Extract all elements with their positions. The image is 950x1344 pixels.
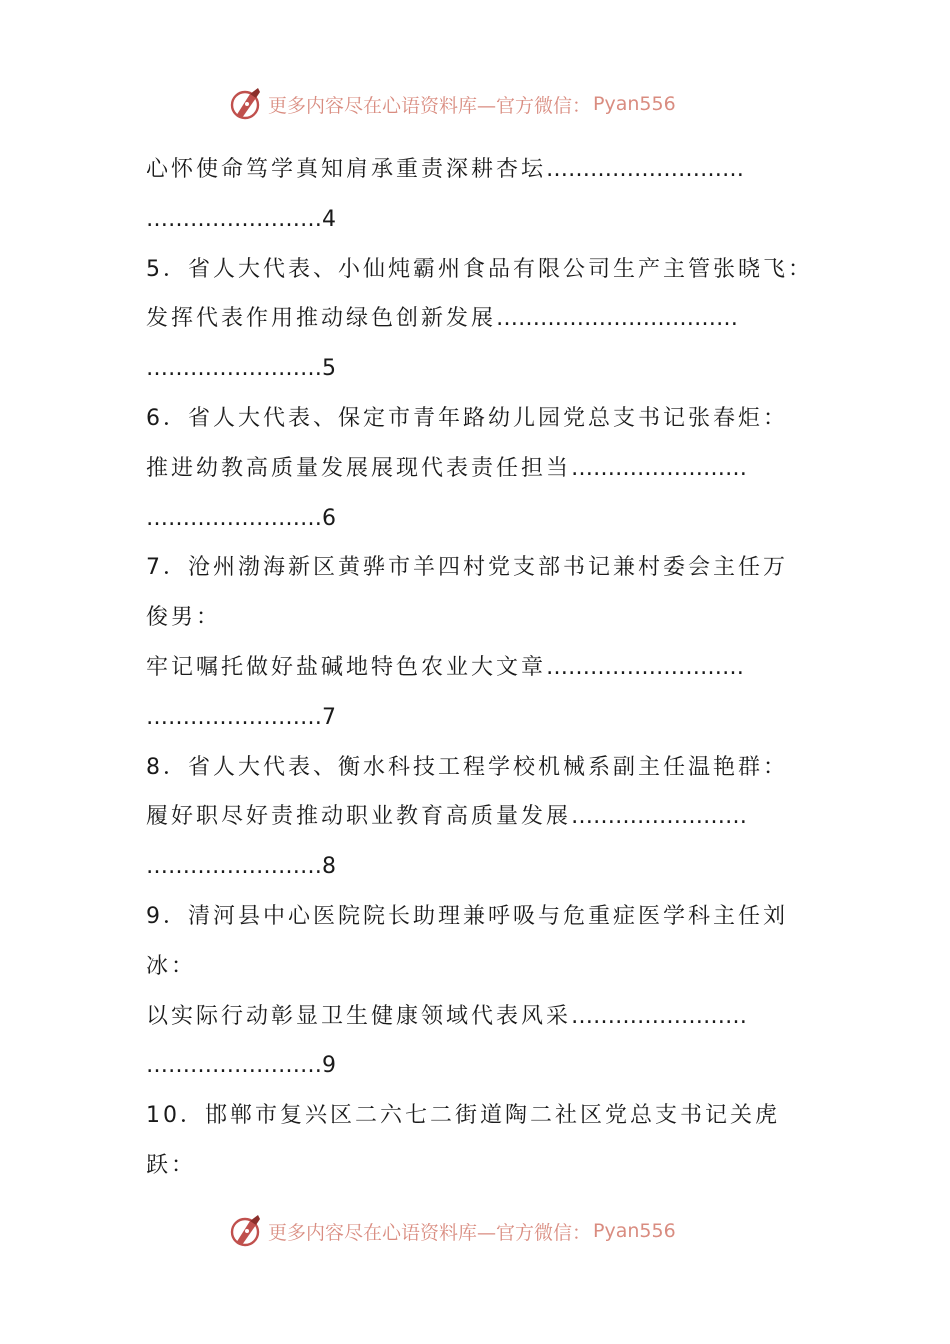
footer-watermark — [228, 1211, 676, 1251]
toc-page-number: 8 — [322, 854, 336, 880]
toc-entry-text: 9．清河县中心医院院长助理兼呼吸与危重症医学科主任刘 — [146, 903, 788, 929]
toc-leader-dots: ……………………… — [546, 157, 745, 182]
toc-line — [146, 195, 826, 245]
table-of-contents — [146, 145, 826, 1191]
toc-entry-text: 跃： — [146, 1152, 197, 1178]
toc-entry-text: 发挥代表作用推动绿色创新发展 — [146, 306, 497, 332]
toc-line — [146, 344, 826, 394]
toc-leader-dots: …………………… — [571, 1003, 748, 1029]
toc-entry-text: 俊男： — [146, 605, 222, 631]
toc-entry-text: 8．省人大代表、衡水科技工程学校机械系副主任温艳群： — [146, 754, 788, 780]
toc-leader-dots: …………………… — [146, 505, 322, 531]
toc-leader-dots: …………………… — [146, 854, 322, 880]
toc-line — [146, 693, 826, 743]
toc-page-number: 7 — [322, 704, 336, 730]
toc-page-number: 6 — [322, 505, 336, 531]
toc-leader-dots: …………………… — [571, 804, 748, 830]
toc-line — [146, 494, 826, 544]
toc-entry-text: 10．邯郸市复兴区二六七二街道陶二社区党总支书记关虎 — [146, 1103, 780, 1129]
toc-leader-dots: ……………………… — [546, 654, 745, 680]
toc-entry-text: 以实际行动彰显卫生健康领域代表风采 — [146, 1003, 572, 1029]
watermark-text: 更多内容尽在心语资料库—官方微信： — [268, 1221, 592, 1244]
watermark-handle: Pyan556 — [593, 93, 676, 115]
pen-nib-circle-icon — [228, 1213, 264, 1249]
toc-line — [146, 942, 826, 992]
watermark-handle: Pyan556 — [593, 1220, 676, 1242]
toc-entry-text: 7．沧州渤海新区黄骅市羊四村党支部书记兼村委会主任万 — [146, 555, 788, 581]
toc-line — [146, 245, 826, 295]
toc-leader-dots: …………………… — [146, 1053, 322, 1079]
toc-page-number: 5 — [322, 356, 336, 382]
toc-line — [146, 1091, 826, 1141]
toc-line — [146, 992, 826, 1042]
toc-line — [146, 145, 826, 195]
toc-leader-dots: …………………… — [146, 704, 322, 730]
toc-line — [146, 842, 826, 892]
watermark-text: 更多内容尽在心语资料库—官方微信： — [268, 94, 592, 117]
toc-entry-text: 冰： — [146, 953, 197, 979]
toc-line — [146, 792, 826, 842]
toc-page-number: 4 — [322, 206, 336, 232]
pen-nib-circle-icon — [228, 86, 264, 122]
toc-line — [146, 1141, 826, 1191]
toc-line — [146, 444, 826, 494]
toc-leader-dots: …………………… — [146, 356, 322, 382]
toc-leader-dots: …………………… — [146, 206, 322, 232]
toc-line — [146, 543, 826, 593]
toc-entry-text: 6．省人大代表、保定市青年路幼儿园党总支书记张春炬： — [146, 405, 788, 431]
toc-line — [146, 892, 826, 942]
header-watermark — [228, 84, 676, 124]
toc-leader-dots: …………………… — [571, 455, 748, 481]
toc-entry-text: 推进幼教高质量发展展现代表责任担当 — [146, 455, 572, 481]
toc-entry-text: 5．省人大代表、小仙炖霸州食品有限公司生产主管张晓飞： — [146, 256, 813, 282]
toc-line — [146, 394, 826, 444]
toc-line — [146, 743, 826, 793]
toc-page-number: 9 — [322, 1053, 336, 1079]
toc-line — [146, 643, 826, 693]
toc-entry-text: 履好职尽好责推动职业教育高质量发展 — [146, 804, 572, 830]
toc-entry-text: 牢记嘱托做好盐碱地特色农业大文章 — [146, 654, 547, 680]
toc-line — [146, 593, 826, 643]
toc-entry-text: 心怀使命笃学真知肩承重责深耕杏坛 — [146, 157, 547, 182]
toc-line — [146, 1041, 826, 1091]
toc-leader-dots: …………………………… — [496, 306, 739, 332]
toc-line — [146, 294, 826, 344]
